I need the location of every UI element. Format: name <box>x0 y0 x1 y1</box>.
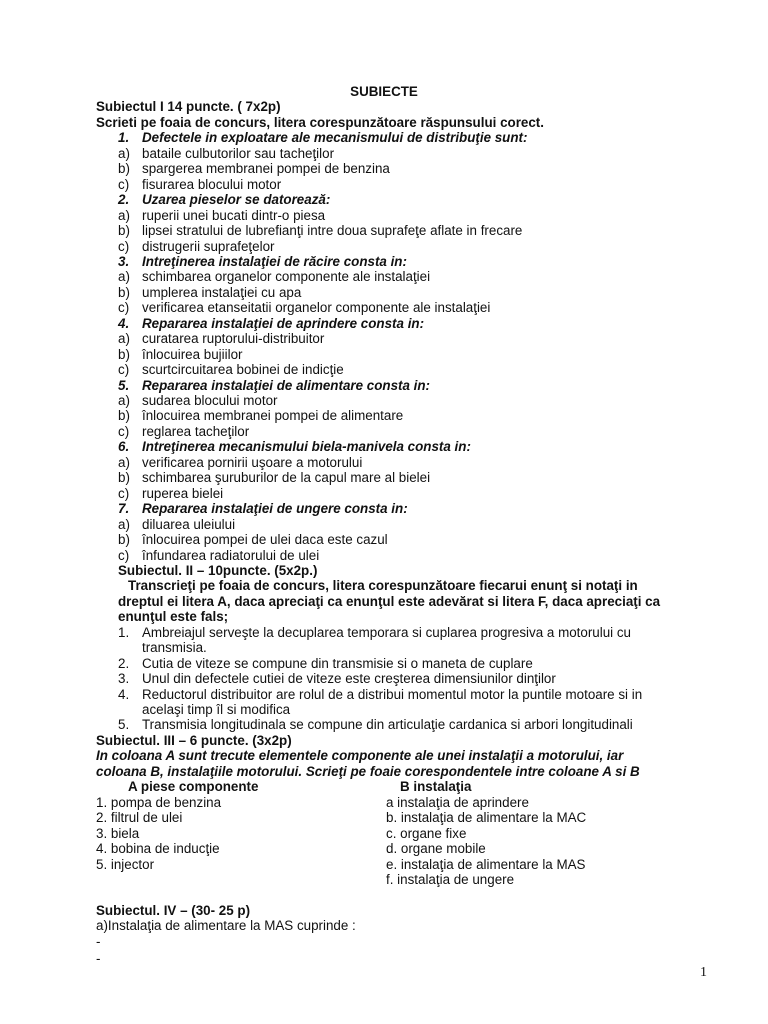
question-text: Repararea instalaţiei de aprindere consta in: <box>142 315 425 331</box>
option-label: c) <box>118 423 130 439</box>
option-label: a) <box>118 269 130 285</box>
option-label: b) <box>118 223 130 239</box>
question-text: Intreţinerea instalaţiei de răcire consta in: <box>142 253 407 269</box>
option-label: c) <box>118 176 130 192</box>
option-text: sudarea blocului motor <box>142 393 278 408</box>
section-instruction: enunţul este fals; <box>118 609 229 625</box>
option-label: a) <box>118 516 130 532</box>
statement-text: Transmisia longitudinala se compune din articulaţie cardanica si arbori longitudinali <box>142 717 633 733</box>
question-text: Intreţinerea mecanismului biela-manivela consta in: <box>142 439 471 455</box>
question-number: 4. <box>118 315 130 331</box>
question-number: 5. <box>118 377 130 393</box>
option-label: c) <box>118 547 130 563</box>
option-label: b) <box>118 346 130 362</box>
option-label: b) <box>118 408 130 424</box>
section-heading: Subiectul I 14 puncte. ( 7x2p) <box>96 99 281 115</box>
question-text: Repararea instalaţiei de ungere consta in: <box>142 501 408 517</box>
option-text: înlocuirea pompei de ulei daca este cazul <box>142 532 388 548</box>
section-instruction: Transcrieţi pe foaia de concurs, litera corespunzătoare fiecarui enunţ si notaţi in <box>128 578 638 594</box>
statement-text: Unul din defectele cutiei de viteze este creşterea dimensiunilor dinţilor <box>142 671 556 687</box>
statement-text: Cutia de viteze se compune din transmisie si o maneta de cuplare <box>142 655 533 671</box>
column-a-item: 4. bobina de inducţie <box>96 841 220 857</box>
column-b-item: a instalaţia de aprindere <box>386 794 529 810</box>
column-b-item: c. organe fixe <box>386 825 467 841</box>
option-text: bataile culbutorilor sau tacheţilor <box>142 145 335 161</box>
statement-number: 4. <box>118 686 130 702</box>
option-text: ruperii unei bucati dintr-o piesa <box>142 207 326 223</box>
section-instruction: In coloana A sunt trecute elementele componente ale unei instalaţii a motorului, iar <box>96 748 624 764</box>
column-b-item: b. instalaţia de alimentare la MAC <box>386 810 587 826</box>
column-b-header: B instalaţia <box>400 779 472 795</box>
option-text: diluarea uleiului <box>142 516 236 532</box>
statement-number: 1. <box>118 624 130 640</box>
column-b-item: d. organe mobile <box>386 841 486 857</box>
option-text: schimbarea organelor componente ale instalaţiei <box>142 269 431 285</box>
question-text: Repararea instalaţiei de alimentare consta in: <box>142 377 431 393</box>
option-label: c) <box>118 485 130 501</box>
option-label: c) <box>118 362 130 378</box>
statement-text: transmisia. <box>142 640 207 656</box>
question-number: 2. <box>118 192 130 208</box>
option-text: înlocuirea bujiilor <box>142 346 243 362</box>
option-text: lipsei stratului de lubrefianţi intre doua suprafeţe aflate in frecare <box>142 223 523 239</box>
column-b-item: e. instalaţia de alimentare la MAS <box>386 856 586 872</box>
option-text: fisurarea blocului motor <box>142 176 282 192</box>
option-text: spargerea membranei pompei de benzina <box>142 161 390 177</box>
column-a-item: 3. biela <box>96 825 140 841</box>
option-label: a) <box>118 331 130 347</box>
option-label: a) <box>118 145 130 161</box>
option-label: c) <box>118 300 130 316</box>
option-label: a) <box>118 393 130 408</box>
option-label: c) <box>118 238 130 254</box>
option-label: b) <box>118 161 130 177</box>
question-text: Defectele in exploatare ale mecanismului de distribuţie sunt: <box>142 130 528 146</box>
statement-number: 2. <box>118 655 130 671</box>
statement-text: Ambreiajul serveşte la decuplarea temporara si cuplarea progresiva a motorului cu <box>142 624 632 640</box>
answer-dash: - <box>96 951 101 967</box>
column-a-item: 1. pompa de benzina <box>96 794 222 810</box>
question-number: 7. <box>118 501 130 517</box>
question-text: Uzarea pieselor se datorează: <box>142 192 331 208</box>
statement-number: 3. <box>118 671 130 687</box>
option-text: ruperea bielei <box>142 485 224 501</box>
answer-dash: - <box>96 933 101 949</box>
option-label: a) <box>118 454 130 470</box>
section-instruction: coloana B, instalaţiile motorului. Scrieţi pe foaie corespondentele intre coloane A si B <box>96 763 640 779</box>
statement-text: acelaşi timp îl si modifica <box>142 702 291 717</box>
option-label: b) <box>118 470 130 486</box>
option-text: reglarea tacheţilor <box>142 423 250 439</box>
option-text: înfundarea radiatorului de ulei <box>142 547 320 563</box>
section-line: a)Instalaţia de alimentare la MAS cuprinde : <box>96 918 356 934</box>
option-label: b) <box>118 284 130 300</box>
option-text: schimbarea şuruburilor de la capul mare al bielei <box>142 470 431 486</box>
section-instruction: dreptul ei litera A, daca apreciaţi ca enunţul este adevărat si litera F, daca apreciaţi ca <box>118 593 661 609</box>
statement-number: 5. <box>118 717 130 733</box>
column-a-item: 2. filtrul de ulei <box>96 810 183 826</box>
column-b-item: f. instalaţia de ungere <box>386 871 515 887</box>
option-label: a) <box>118 207 130 223</box>
column-a-header: A piese componente <box>128 779 259 795</box>
question-number: 3. <box>118 253 130 269</box>
page-title: SUBIECTE <box>350 84 418 99</box>
option-text: scurtcircuitarea bobinei de indicţie <box>142 362 344 378</box>
option-text: distrugerii suprafeţelor <box>142 238 275 254</box>
question-number: 6. <box>118 439 130 455</box>
option-text: verificarea etanseitatii organelor componente ale instalaţiei <box>142 300 491 316</box>
option-label: b) <box>118 532 130 548</box>
section-heading: Subiectul. II – 10puncte. (5x2p.) <box>118 562 318 578</box>
option-text: umplerea instalaţiei cu apa <box>142 284 302 300</box>
page-number: 1 <box>700 965 707 980</box>
question-number: 1. <box>118 130 130 146</box>
section-instruction: Scrieti pe foaia de concurs, litera corespunzătoare răspunsului corect. <box>96 114 544 130</box>
option-text: curatarea ruptorului-distribuitor <box>142 331 325 347</box>
option-text: verificarea pornirii uşoare a motorului <box>142 454 363 470</box>
section-heading: Subiectul. IV – (30- 25 p) <box>96 902 251 918</box>
section-heading: Subiectul. III – 6 puncte. (3x2p) <box>96 732 292 748</box>
column-a-item: 5. injector <box>96 856 155 872</box>
statement-text: Reductorul distribuitor are rolul de a distribui momentul motor la puntile motoare si in <box>142 686 643 702</box>
option-text: înlocuirea membranei pompei de alimentare <box>142 408 404 424</box>
